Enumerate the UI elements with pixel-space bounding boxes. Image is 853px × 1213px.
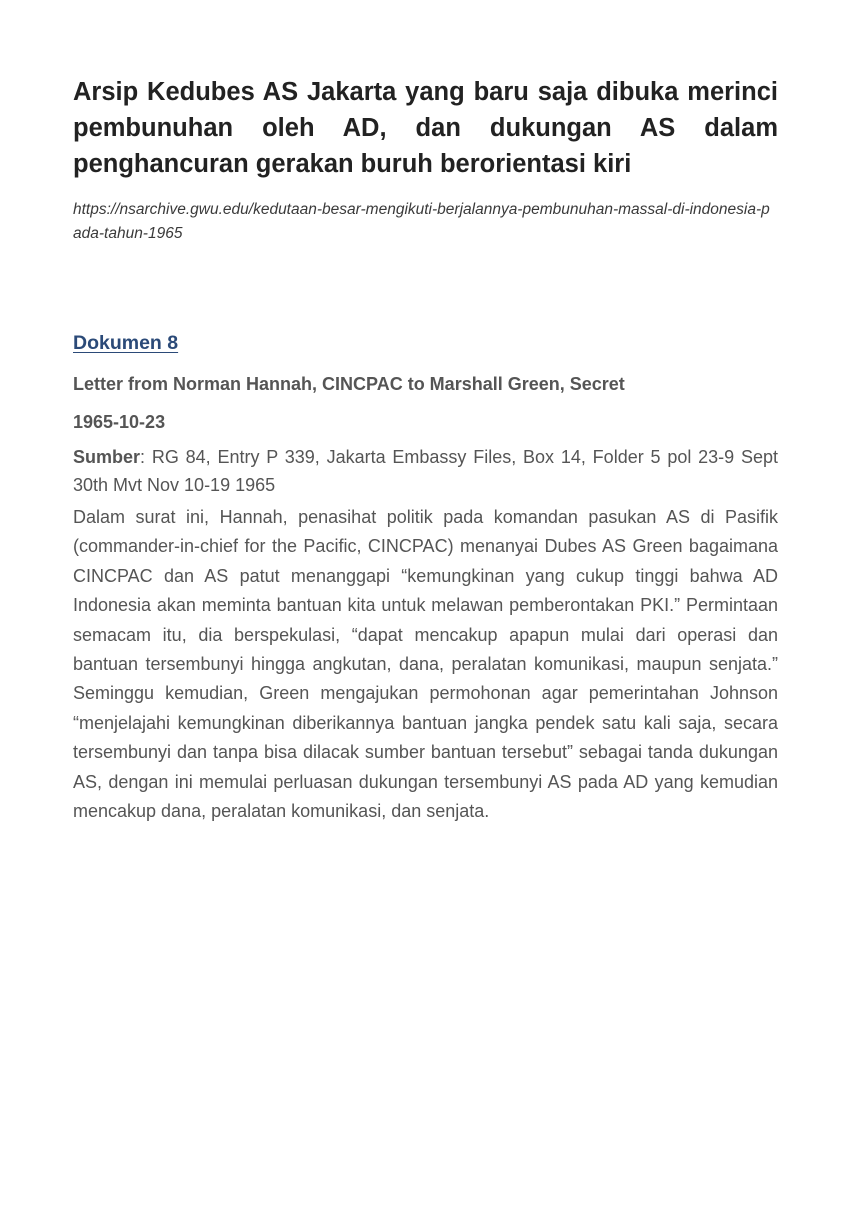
source-details: : RG 84, Entry P 339, Jakarta Embassy Files, Box 14, Folder 5 pol 23-9 Sept 30th Mvt Nov 10-19 1965 xyxy=(73,447,778,495)
document-body: Dalam surat ini, Hannah, penasihat politik pada komandan pasukan AS di Pasifik (commander-in-chief for the Pacific, CINCPAC) menanyai Dubes AS Green bagaimana CINCPAC dan AS patut menanggapi “kemungkinan yang cukup tinggi bahwa AD Indonesia akan meminta bantuan kita untuk melawan pemberontakan PKI.” Permintaan semacam itu, dia berspekulasi, “dapat mencakup apapun mulai dari operasi dan bantuan tersembunyi hingga angkutan, dana, peralatan komunikasi, maupun senjata.” Seminggu kemudian, Green mengajukan permohonan agar pemerintahan Johnson “menjelajahi kemungkinan diberikannya bantuan jangka pendek satu kali saja, secara tersembunyi dan tanpa bisa dilacak sumber bantuan tersebut” sebagai tanda dukungan AS, dengan ini memulai perluasan dukungan tersembunyi AS pada AD yang kemudian mencakup dana, peralatan komunikasi, dan senjata. xyxy=(73,507,778,822)
article-headline: Arsip Kedubes AS Jakarta yang baru saja dibuka merinci pembunuhan oleh AD, dan dukungan AS dalam penghancuran gerakan buruh berorientasi kiri xyxy=(73,78,778,178)
document-section xyxy=(73,330,778,826)
document-link[interactable]: Dokumen 8 xyxy=(73,332,179,354)
source-label: Sumber xyxy=(73,447,141,467)
document-page xyxy=(73,74,778,844)
document-date: 1965-10-23 xyxy=(73,412,166,432)
document-source xyxy=(73,443,778,499)
document-title: Letter from Norman Hannah, CINCPAC to Marshall Green, Secret xyxy=(73,374,625,394)
source-url: https://nsarchive.gwu.edu/kedutaan-besar-mengikuti-berjalannya-pembunuhan-massal-di-indonesia-pada-tahun-1965 xyxy=(73,201,770,242)
